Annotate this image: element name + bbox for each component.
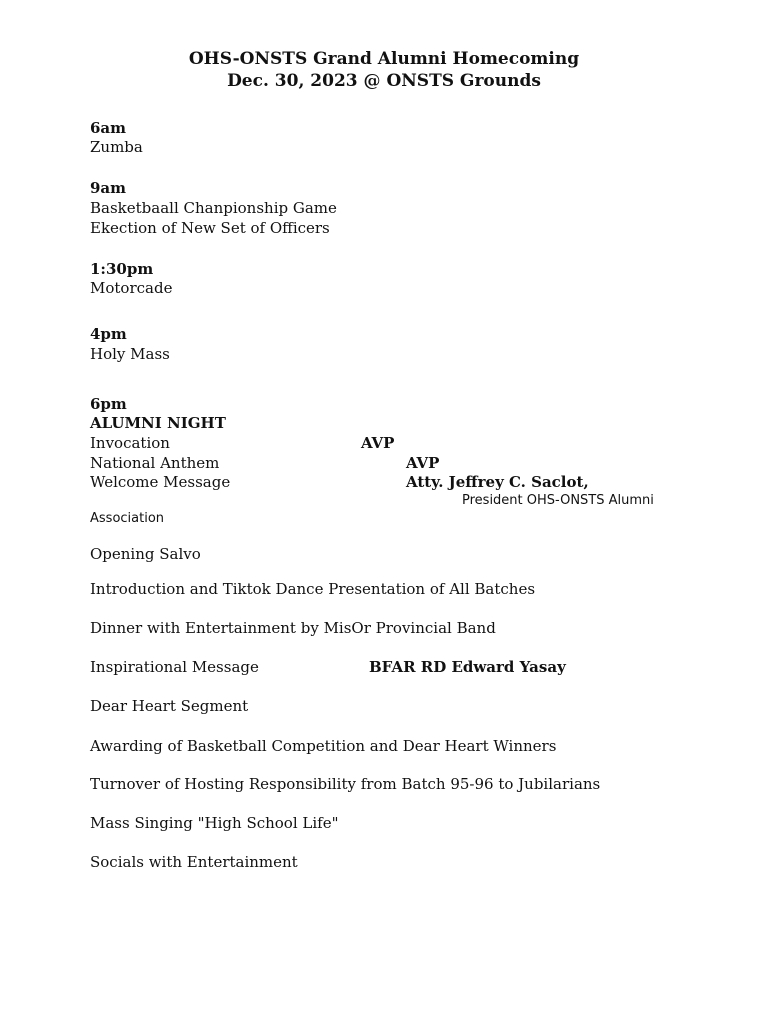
activity-motorcade: Motorcade [90, 279, 173, 297]
document-title: OHS-ONSTS Grand Alumni Homecoming [188, 49, 580, 69]
program-mass-singing: Mass Singing "High School Life" [90, 814, 339, 832]
program-dear-heart: Dear Heart Segment [90, 697, 249, 715]
invocation-person: AVP [361, 434, 395, 452]
program-awarding: Awarding of Basketball Competition and Dear Heart Winners [90, 737, 557, 755]
program-socials: Socials with Entertainment [90, 853, 298, 871]
inspirational-message-person: BFAR RD Edward Yasay [369, 658, 566, 676]
time-130pm: 1:30pm [90, 260, 154, 278]
program-national-anthem: National Anthem [90, 454, 220, 472]
program-invocation: Invocation [90, 434, 170, 452]
program-welcome-message: Welcome Message [90, 473, 231, 491]
alumni-night-heading: ALUMNI NIGHT [90, 414, 226, 432]
program-dinner: Dinner with Entertainment by MisOr Provincial Band [90, 619, 496, 637]
time-6am: 6am [90, 119, 127, 137]
welcome-message-role-cont: Association [90, 511, 165, 526]
program-opening-salvo: Opening Salvo [90, 545, 201, 563]
program-turnover: Turnover of Hosting Responsibility from Batch 95-96 to Jubilarians [90, 775, 601, 793]
activity-basketball-game: Basketbaall Chanpionship Game [90, 199, 337, 217]
time-9am: 9am [90, 179, 127, 197]
activity-holy-mass: Holy Mass [90, 345, 170, 363]
time-6pm: 6pm [90, 395, 127, 413]
welcome-message-person: Atty. Jeffrey C. Saclot, [406, 473, 589, 491]
activity-zumba: Zumba [90, 138, 143, 156]
event-date-venue: Dec. 30, 2023 @ ONSTS Grounds [227, 71, 541, 91]
welcome-message-role: President OHS-ONSTS Alumni [462, 493, 654, 508]
program-inspirational-message: Inspirational Message [90, 658, 259, 676]
activity-election: Ekection of New Set of Officers [90, 219, 330, 237]
national-anthem-person: AVP [406, 454, 440, 472]
time-4pm: 4pm [90, 325, 127, 343]
program-tiktok-presentation: Introduction and Tiktok Dance Presentation of All Batches [90, 580, 536, 598]
